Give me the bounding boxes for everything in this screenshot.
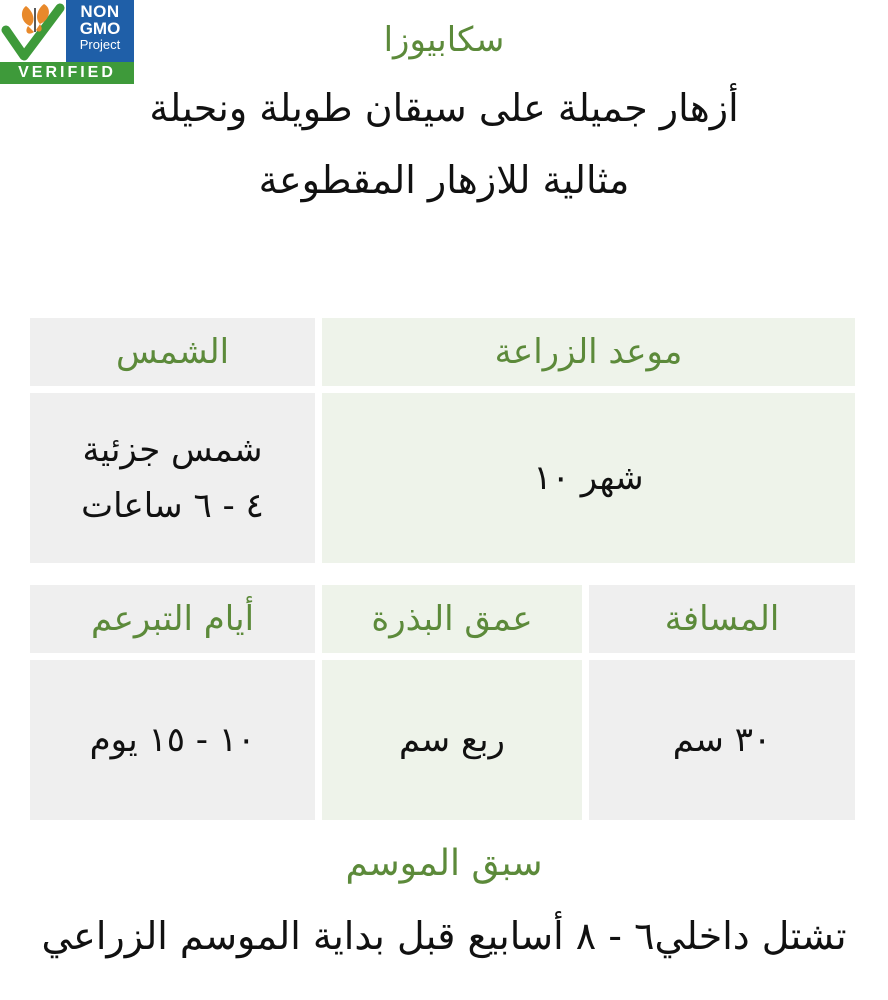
spacing-header	[589, 585, 855, 653]
product-name: سكابيوزا	[383, 20, 505, 60]
planting-time-header	[322, 318, 855, 386]
butterfly-checkmark-icon	[0, 0, 66, 62]
non-gmo-verified-logo	[0, 0, 134, 84]
early-season-title: سبق الموسم	[345, 843, 543, 884]
seed-depth-cell	[322, 660, 582, 820]
logo-line-project: Project	[79, 37, 121, 52]
description-line-2: مثالية للازهار المقطوعة	[258, 158, 630, 202]
sun-label: الشمس	[115, 332, 230, 372]
germination-label: أيام التبرعم	[90, 599, 255, 639]
seed-depth-header	[322, 585, 582, 653]
germination-header	[30, 585, 315, 653]
non-gmo-project-text	[66, 0, 134, 62]
sun-header	[30, 318, 315, 386]
logo-line-non: NON	[80, 2, 120, 21]
planting-time-label: موعد الزراعة	[494, 332, 683, 372]
spacing-cell	[589, 660, 855, 820]
spacing-label: المسافة	[664, 599, 780, 639]
planting-time-cell	[322, 393, 855, 563]
sun-value-line-2: ٤ - ٦ ساعات	[81, 486, 264, 526]
spacing-value: ٣٠ سم	[672, 720, 772, 760]
logo-line-gmo: GMO	[79, 19, 121, 38]
germination-value: ١٠ - ١٥ يوم	[89, 720, 256, 760]
seed-depth-value: ربع سم	[399, 720, 505, 760]
seed-depth-label: عمق البذرة	[371, 599, 533, 639]
planting-time-value: شهر ١٠	[533, 458, 644, 498]
verified-badge: VERIFIED	[0, 62, 134, 84]
sun-cell	[30, 393, 315, 563]
description-line-1: أزهار جميلة على سيقان طويلة ونحيلة	[149, 86, 739, 130]
germination-cell	[30, 660, 315, 820]
early-season-text: تشتل داخلي٦ - ٨ أسابيع قبل بداية الموسم الزراعي	[41, 914, 847, 958]
sun-value-line-1: شمس جزئية	[82, 430, 263, 470]
